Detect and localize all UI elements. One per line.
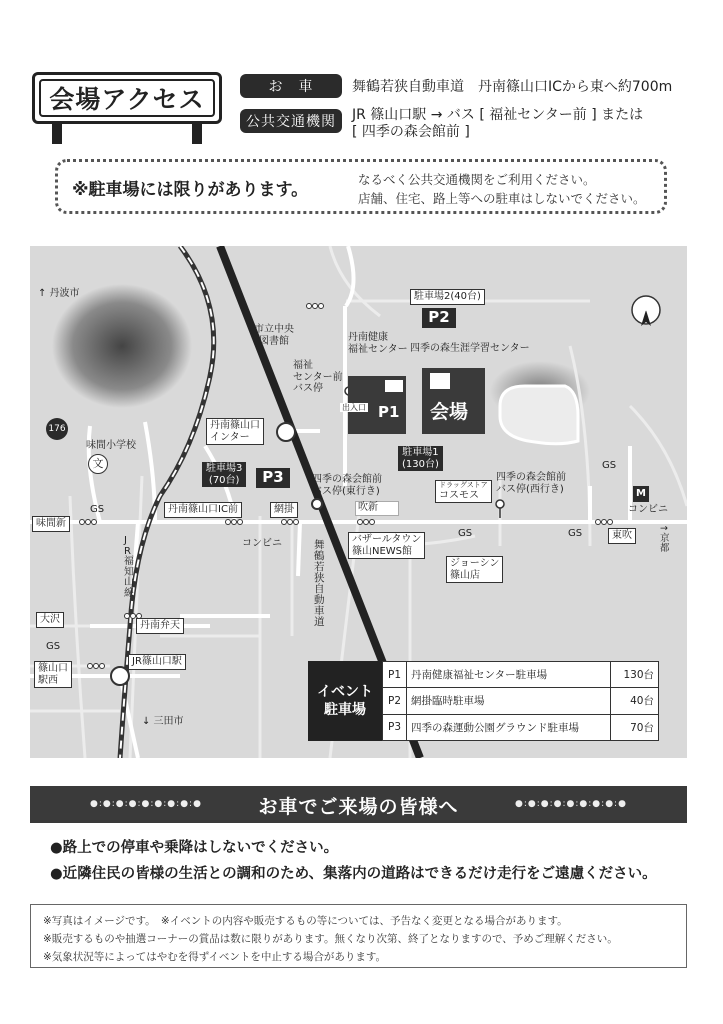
footnotes [30, 904, 687, 968]
pond [500, 386, 578, 444]
label-bazaar: バザールタウン 篠山NEWS館 [348, 532, 425, 559]
bus-stop-east-marker [312, 499, 322, 509]
label-fukisin: 吹新 [358, 502, 378, 513]
banner-dots-right: ●:●:●:●:●:●:●:●:● [515, 799, 627, 809]
badge-p2: P2 [422, 308, 456, 328]
label-kyoto: → 京 都 [660, 523, 670, 554]
footnote-2: ※販売するものや抽選コーナーの賞品は数に限りがあります。無くなり次第、終了となりますので、予めご理解ください。 [43, 933, 618, 945]
label-bus-west: 四季の森会館前 バス停(西行き) [496, 472, 566, 495]
venue-annex [430, 373, 450, 389]
legend-id: P2 [383, 688, 407, 714]
legend-table [382, 661, 659, 741]
label-drugstore-name: コスモス [439, 489, 479, 501]
label-parking3: 駐車場3 (70台) [202, 462, 246, 487]
ic-circle [277, 423, 295, 441]
label-gs-4: GS [568, 528, 583, 539]
legend-name: 網掛臨時駐車場 [407, 688, 611, 714]
label-amikake: 網掛 [270, 502, 298, 518]
badge-p3: P3 [256, 468, 290, 488]
legend-name: 丹南健康福祉センター駐車場 [407, 662, 611, 688]
label-sanda: ↓ 三田市 [142, 716, 184, 727]
notice-line2: 店舗、住宅、路上等への駐車はしないでください。 [358, 191, 646, 206]
label-jr-station: JR篠山口駅 [128, 654, 186, 670]
banner-dots-left: ●:●:●:●:●:●:●:●:● [90, 799, 202, 809]
label-convenience-2: コンビニ [628, 504, 668, 515]
label-parking1: 駐車場1 (130台) [398, 446, 443, 471]
legend-row [383, 714, 659, 740]
label-tannan-benten: 丹南弁天 [136, 618, 184, 634]
transit-label: 公共交通機関 [240, 109, 342, 133]
forest-west [52, 284, 192, 408]
sign-post-right [192, 124, 202, 144]
legend-title-2: 駐車場 [324, 702, 366, 718]
welfare-center-annex [385, 380, 403, 392]
transit-line1: JR 篠山口駅 → バス [ 福祉センター前 ] または [352, 107, 644, 123]
label-tamba: ↑ 丹波市 [38, 288, 80, 299]
label-school: 味間小学校 [86, 440, 136, 451]
parking-legend [308, 661, 659, 741]
legend-row [383, 688, 659, 714]
route-176-sign: 176 [46, 418, 68, 440]
label-toshin: 東吹 [608, 528, 636, 544]
car-label: お 車 [240, 74, 342, 98]
parking-notice [55, 159, 667, 214]
label-jr-line: J R 福 知 山 線 [124, 535, 134, 599]
label-joshin: ジョーシン 篠山店 [446, 556, 503, 583]
label-welfare-center: 丹南健康 福祉センター [348, 332, 408, 355]
notice-title: ※駐車場には限りがあります。 [72, 180, 309, 200]
car-text: 舞鶴若狭自動車道 丹南篠山口ICから東へ約700m [352, 79, 673, 95]
label-ic: 丹南篠山口 インター [206, 418, 264, 445]
car-visitors-banner [30, 786, 687, 823]
school-icon: 文 [88, 454, 108, 474]
legend-count: 70台 [611, 714, 659, 740]
notice-line1: なるべく公共交通機関をご利用ください。 [358, 172, 596, 187]
label-lifelong-center: 四季の森生涯学習センター [410, 343, 530, 354]
label-expressway: 舞 鶴 若 狭 自 動 車 道 [314, 539, 325, 629]
legend-count: 40台 [611, 688, 659, 714]
access-sign [32, 66, 222, 144]
label-gs-5: GS [458, 528, 473, 539]
label-welfare-bus-stop: 福祉 センター前 バス停 [293, 360, 343, 394]
label-aimashin: 味間新 [32, 516, 70, 532]
label-p1: P1 [378, 403, 400, 421]
label-parking2: 駐車場2(40台) [410, 289, 485, 305]
north-label: 北 [639, 303, 649, 313]
legend-id: P1 [383, 662, 407, 688]
label-west-exit: 篠山口 駅西 [34, 661, 72, 688]
legend-row [383, 662, 659, 688]
mcdonalds-icon: M [633, 486, 649, 502]
label-gs-2: GS [46, 641, 61, 652]
legend-title-1: イベント [317, 683, 373, 700]
label-osawa: 大沢 [36, 612, 64, 628]
sign-title: 会場アクセス [39, 79, 215, 117]
label-drugstore-sub: ドラッグストア [439, 481, 488, 489]
label-drugstore [435, 480, 492, 503]
legend-count: 130台 [611, 662, 659, 688]
sign-post-left [52, 124, 62, 144]
label-library: 市立中央 図書館 [254, 324, 294, 347]
label-bus-east: 四季の森会館前 バス停(東行き) [312, 474, 382, 497]
legend-name: 四季の森運動公園グラウンド駐車場 [407, 714, 611, 740]
sign-board [32, 72, 222, 124]
label-entrance: 出入口 [342, 403, 366, 412]
label-ic-front: 丹南篠山口IC前 [164, 502, 242, 518]
banner-title: お車でご来場の皆様へ [258, 796, 459, 818]
bullet-2: ●近隣住民の皆様の生活との調和のため、集落内の道路はできるだけ走行をご遠慮ください。 [50, 866, 657, 882]
legend-head [308, 661, 382, 741]
station-circle [111, 667, 129, 685]
transit-line2: [ 四季の森会館前 ] [352, 124, 470, 140]
label-gs-3: GS [602, 460, 617, 471]
label-gs-1: GS [90, 504, 105, 515]
bullet-1: ●路上での停車や乗降はしないでください。 [50, 840, 339, 856]
footnote-3: ※気象状況等によってはやむを得ずイベントを中止する場合があります。 [43, 951, 387, 963]
footnote-1: ※写真はイメージです。 ※イベントの内容や販売するもの等については、予告なく変更となる場合があります。 [43, 915, 568, 927]
legend-id: P3 [383, 714, 407, 740]
label-convenience-1: コンビニ [242, 538, 282, 549]
label-venue: 会場 [430, 401, 469, 423]
